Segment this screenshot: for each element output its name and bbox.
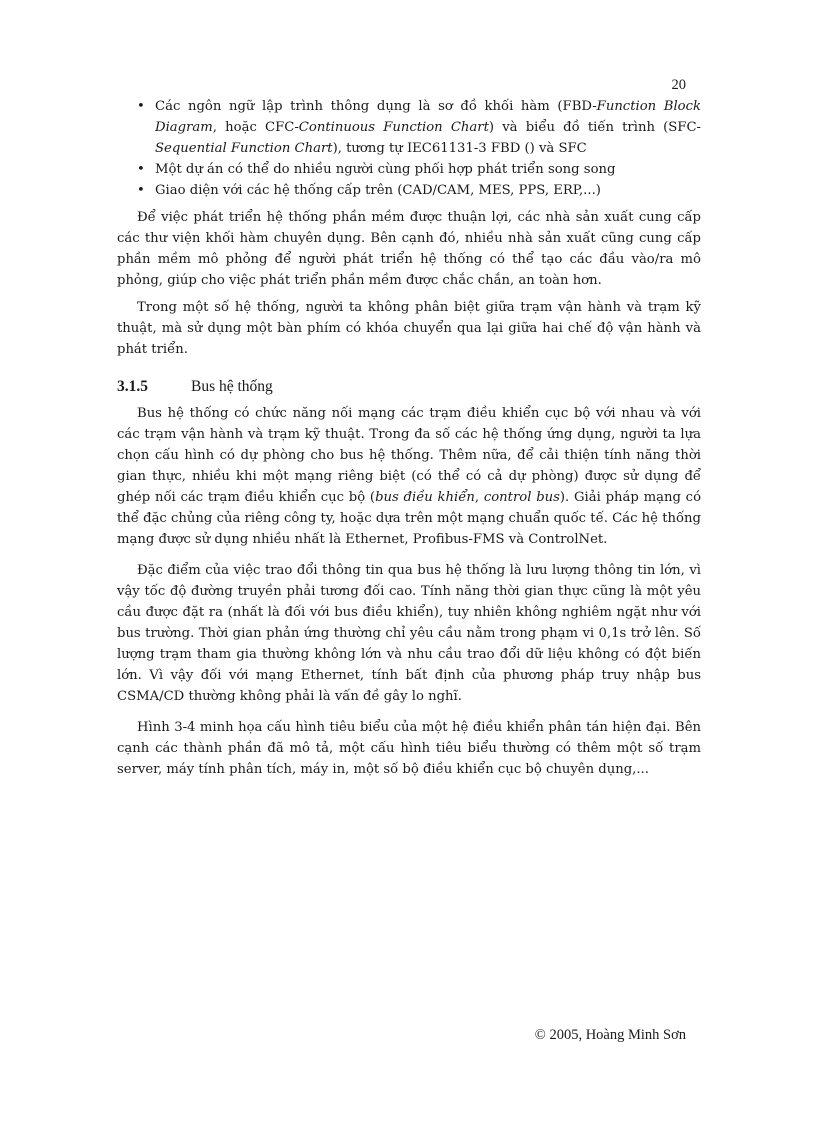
list-item (117, 159, 701, 180)
page-number: 20 (671, 77, 686, 93)
list-item-text: Một dự án có thể do nhiều người cùng phối hợp phát triển song song (155, 162, 616, 177)
bullet-icon: • (137, 183, 145, 198)
paragraph: Bus hệ thống có chức năng nối mạng các trạm điều khiển cục bộ với nhau và với các trạm vận hành và trạm kỹ thuật. Trong đa số các hệ thống ứng dụng, người ta lựa chọn cấu hình có dự phòng cho bus hệ thống. Thêm nữa, để cải thiện tính năng thời gian thực, nhiều khi một mạng riêng biệt (có thể có cả dự phòng) được sử dụng để ghép nối các trạm điều khiển cục bộ (bus điều khiển, control bus). Giải pháp mạng có thể đặc chủng của riêng công ty, hoặc dựa trên một mạng chuẩn quốc tế. Các hệ thống mạng được sử dụng nhiều nhất là Ethernet, Profibus-FMS và ControlNet. (117, 406, 702, 547)
list-item (117, 180, 701, 201)
paragraph: Để việc phát triển hệ thống phần mềm được thuận lợi, các nhà sản xuất cung cấp các thư viện khối hàm chuyên dụng. Bên cạnh đó, nhiều nhà sản xuất cũng cung cấp phần mềm mô phỏng để người phát triển hệ thống có thể tạo các đầu vào/ra mô phỏng, giúp cho việc phát triển phần mềm được chắc chắn, an toàn hơn. (117, 210, 701, 288)
section-title: Bus hệ thống (191, 378, 273, 395)
list-item-text: Giao diện với các hệ thống cấp trên (CAD/CAM, MES, PPS, ERP,...) (155, 183, 601, 198)
paragraph: Trong một số hệ thống, người ta không phân biệt giữa trạm vận hành và trạm kỹ thuật, mà sử dụng một bàn phím có khóa chuyển qua lại giữa hai chế độ vận hành và phát triển. (117, 300, 701, 357)
bullet-list (117, 96, 701, 201)
paragraph: Đặc điểm của việc trao đổi thông tin qua bus hệ thống là lưu lượng thông tin lớn, vì vậy tốc độ đường truyền phải tương đối cao. Tính năng thời gian thực cũng là một yêu cầu được đặt ra (nhất là đối với bus điều khiển), tuy nhiên không nghiêm ngặt như với bus trường. Thời gian phản ứng thường chỉ yêu cầu nằm trong phạm vi 0,1s trở lên. Số lượng trạm tham gia thường không lớn và nhu cầu trao đổi dữ liệu không có đột biến lớn. Vì vậy đối với mạng Ethernet, tính bất định của phương pháp truy nhập bus CSMA/CD thường không phải là vấn đề gây lo nghĩ. (117, 563, 701, 704)
page-content (117, 96, 701, 780)
paragraph: Hình 3-4 minh họa cấu hình tiêu biểu của một hệ điều khiển phân tán hiện đại. Bên cạnh các thành phần đã mô tả, một cấu hình tiêu biểu thường có thêm một số trạm server, máy tính phân tích, máy in, một số bộ điều khiển cục bộ chuyên dụng,... (117, 720, 701, 777)
copyright-footer: © 2005, Hoàng Minh Sơn (534, 1027, 686, 1043)
bullet-icon: • (137, 99, 145, 114)
list-item-text: Các ngôn ngữ lập trình thông dụng là sơ đồ khối hàm (FBD-Function Block Diagram, hoặc CFC-Continuous Function Chart) và biểu đồ tiến trình (SFC-Sequential Function Chart), tương tự IEC61131-3 FBD () và SFC (155, 99, 701, 156)
section-number: 3.1.5 (117, 378, 148, 395)
list-item (117, 96, 701, 159)
section-heading (117, 376, 701, 397)
bullet-icon: • (137, 162, 145, 177)
